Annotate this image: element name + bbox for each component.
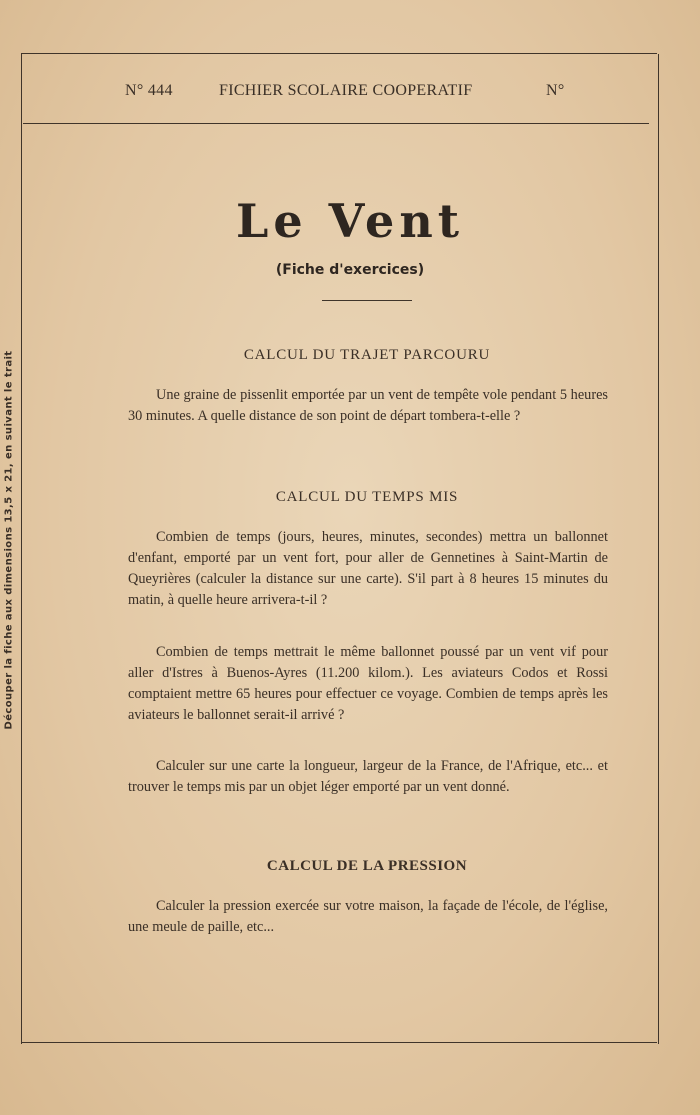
cut-instruction-text: Découper la fiche aux dimensions 13,5 x 21, en suivant le trait — [3, 350, 15, 730]
page-title: Le Vent — [235, 194, 465, 248]
paragraph-trajet: Une graine de pissenlit emportée par un vent de tempête vole pendant 5 heures 30 minutes. A quelle distance de son point de départ tombera-t-elle ? — [128, 387, 608, 424]
paragraph-temps-3: Calculer sur une carte la longueur, largeur de la France, de l'Afrique, etc... et trouver le temps mis par un objet léger emporté par un vent donné. — [128, 758, 608, 795]
title-divider — [322, 300, 412, 301]
header-rule — [23, 123, 649, 124]
fiche-number-blank: N° — [546, 82, 565, 99]
series-title: FICHIER SCOLAIRE COOPERATIF — [219, 82, 473, 99]
section-heading-pression: CALCUL DE LA PRESSION — [266, 858, 468, 874]
paragraph-pression: Calculer la pression exercée sur votre maison, la façade de l'école, de l'église, une meule de paille, etc... — [128, 898, 608, 935]
section-heading-trajet: CALCUL DU TRAJET PARCOURU — [243, 347, 491, 363]
frame-bottom-rule — [21, 1042, 657, 1043]
fiche-number: N° 444 — [125, 82, 173, 99]
page-header — [21, 82, 657, 104]
paragraph-temps-1: Combien de temps (jours, heures, minutes, secondes) mettra un ballonnet d'enfant, emporté par un vent fort, pour aller de Gennetines à Saint-Martin de Queyrières (calculer la distance sur une carte). S'il part à 8 heures 15 minutes du matin, à quelle heure arrivera-t-il ? — [128, 529, 608, 608]
section-heading-temps: CALCUL DU TEMPS MIS — [275, 489, 459, 505]
paragraph-temps-2: Combien de temps mettrait le même ballonnet poussé par un vent vif pour aller d'Istres à Buenos-Ayres (11.200 kilom.). Les aviateurs Codos et Rossi comptaient mettre 65 heures pour effectuer ce voyage. Combien de temps après les aviateurs le ballonnet serait-il arrivé ? — [128, 644, 608, 723]
page-subtitle: (Fiche d'exercices) — [275, 262, 425, 278]
cut-instruction-note — [2, 330, 16, 750]
